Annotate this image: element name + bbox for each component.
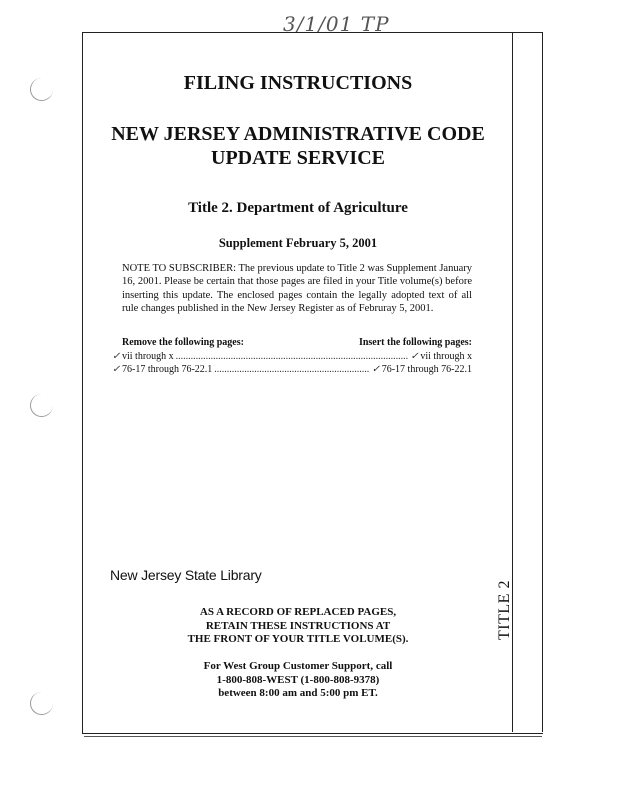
code-title	[84, 122, 512, 170]
department-title: Title 2. Department of Agriculture	[188, 200, 408, 216]
binder-hole-mark	[30, 78, 53, 101]
code-title-line: NEW JERSEY ADMINISTRATIVE CODE	[111, 123, 485, 145]
page-title: FILING INSTRUCTIONS	[183, 72, 413, 94]
binder-hole-mark	[30, 394, 53, 417]
customer-support	[84, 660, 512, 701]
insert-pages-header: Insert the following pages:	[358, 337, 472, 348]
bottom-rule	[84, 736, 542, 737]
check-mark-icon: ✓	[112, 364, 121, 375]
support-hours: between 8:00 am and 5:00 pm ET.	[218, 687, 378, 699]
code-title-line: UPDATE SERVICE	[211, 147, 385, 169]
side-title-tab: TITLE 2	[496, 580, 513, 640]
support-phone: 1-800-808-WEST (1-800-808-9378)	[216, 673, 380, 686]
page-change-row	[112, 364, 472, 375]
record-line: RETAIN THESE INSTRUCTIONS AT	[205, 619, 391, 632]
supplement-date: Supplement February 5, 2001	[218, 236, 378, 250]
record-line: AS A RECORD OF REPLACED PAGES,	[199, 606, 397, 618]
binder-hole-mark	[30, 692, 53, 715]
leader-dots	[214, 364, 369, 375]
check-mark-icon: ✓	[371, 364, 381, 375]
check-mark-icon: ✓	[410, 351, 419, 362]
pages-header	[122, 337, 472, 348]
leader-dots	[176, 351, 409, 362]
check-mark-icon: ✓	[112, 351, 121, 362]
subscriber-note: NOTE TO SUBSCRIBER: The previous update to Title 2 was Supplement January 16, 2001. Please be certain that those pages are filed in your Title volume(s) before inserting this update. The enclosed pages contain the legally adopted text of all rule changes published in the New Jersey Register as of Februray 5, 2001.	[122, 263, 472, 315]
remove-pages-header: Remove the following pages:	[122, 337, 244, 348]
record-instructions	[84, 606, 512, 647]
record-line: THE FRONT OF YOUR TITLE VOLUME(S).	[187, 633, 409, 645]
insert-page-range: vii through x	[420, 351, 472, 362]
remove-page-range: 76-17 through 76-22.1	[122, 364, 213, 375]
library-stamp: New Jersey State Library	[110, 567, 262, 583]
handwritten-date-note: 3/1/01 TP	[283, 12, 390, 36]
support-line: For West Group Customer Support, call	[203, 660, 393, 672]
page-frame-right-edge	[542, 32, 543, 732]
remove-page-range: vii through x	[122, 351, 174, 362]
insert-page-range: 76-17 through 76-22.1	[381, 364, 472, 375]
page-change-row	[112, 351, 472, 362]
